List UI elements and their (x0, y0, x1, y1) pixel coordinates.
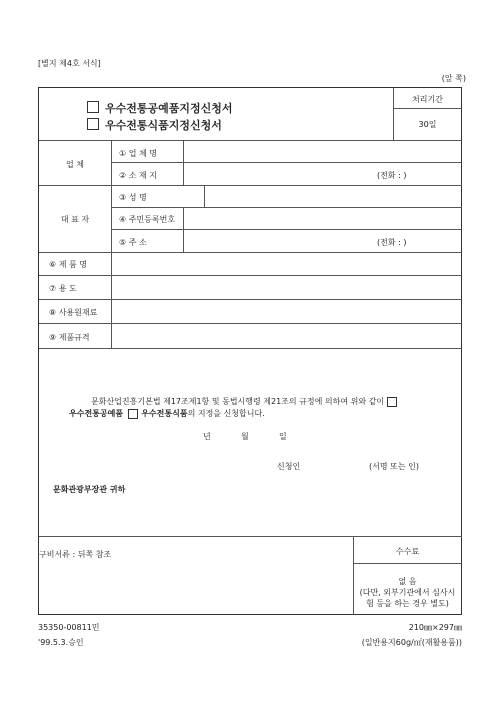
recipient: 문화관광부장관 귀하 (53, 485, 126, 494)
divider (353, 563, 462, 564)
product-material-label: ⑧ 사용원재료 (49, 308, 98, 317)
rep-address-label: ⑤ 주 소 (119, 238, 147, 247)
divider (39, 140, 462, 141)
divider (183, 140, 184, 185)
product-name-label: ⑥ 제 품 명 (49, 260, 87, 269)
checkbox-food-statement[interactable] (128, 409, 138, 419)
processing-period-value: 30일 (418, 120, 437, 129)
fee-note-1: (다만, 외부기관에서 심사시 (359, 588, 456, 597)
rep-rrn-label: ④ 주민등록번호 (119, 215, 176, 224)
date-year: 년 (203, 432, 211, 441)
signature-label: (서명 또는 인) (369, 462, 419, 471)
product-use-label: ⑦ 용 도 (49, 284, 77, 293)
title-crafts: 우수전통공예품지정신청서 (87, 100, 233, 116)
form-code: 35350-00811민 (38, 623, 100, 632)
divider (111, 162, 462, 163)
title-food: 우수전통식품지정신청서 (87, 117, 222, 133)
rep-phone: (전화 : ) (377, 238, 407, 247)
fee-note-2: 험 등을 하는 경우 별도) (366, 599, 449, 608)
divider (39, 185, 462, 186)
divider (111, 207, 462, 208)
date-day: 일 (279, 432, 287, 441)
divider (39, 348, 462, 349)
paper-type: (일반용지60g/㎡(재활용품)) (361, 638, 462, 647)
fee-label: 수수료 (395, 547, 420, 556)
rep-name-label: ③ 성 명 (119, 193, 147, 202)
product-spec-label: ⑨ 제품규격 (49, 333, 90, 342)
divider (39, 275, 462, 276)
section-representative: 대 표 자 (60, 215, 90, 224)
divider (111, 140, 112, 348)
approval-date: '99.5.3.승인 (38, 638, 84, 647)
divider (39, 536, 462, 537)
divider (39, 323, 462, 324)
required-documents: 구비서류 : 뒤쪽 참조 (39, 550, 112, 559)
company-phone: (전화 : ) (377, 171, 407, 180)
applicant-label: 신청인 (277, 462, 301, 471)
section-company: 업 체 (66, 160, 84, 169)
checkbox-crafts-statement[interactable] (387, 397, 397, 407)
divider (204, 185, 205, 207)
form-reference: [별지 제4호 서식] (38, 59, 101, 68)
application-form (38, 87, 462, 615)
divider (39, 252, 462, 253)
page-side-label: (앞 쪽) (441, 74, 466, 83)
checkbox-food[interactable] (87, 118, 99, 130)
company-name-label: ① 업 체 명 (119, 149, 157, 158)
divider (39, 299, 462, 300)
divider (393, 108, 462, 109)
checkbox-crafts[interactable] (87, 101, 99, 113)
company-address-label: ② 소 재 지 (119, 171, 157, 180)
paper-size: 210㎜×297㎜ (408, 623, 462, 632)
statement-line1: 문화산업진흥기본법 제17조제1항 및 동법시행령 제21조의 규정에 의하여 위와 같이 (91, 396, 400, 407)
fee-none: 없 음 (398, 577, 417, 586)
date-month: 월 (241, 432, 249, 441)
statement-line2: 우수전통공예품 우수전통식품의 지정을 신청합니다. (69, 409, 265, 418)
divider (183, 207, 184, 252)
divider (111, 229, 462, 230)
processing-period-label: 처리기간 (412, 95, 443, 104)
